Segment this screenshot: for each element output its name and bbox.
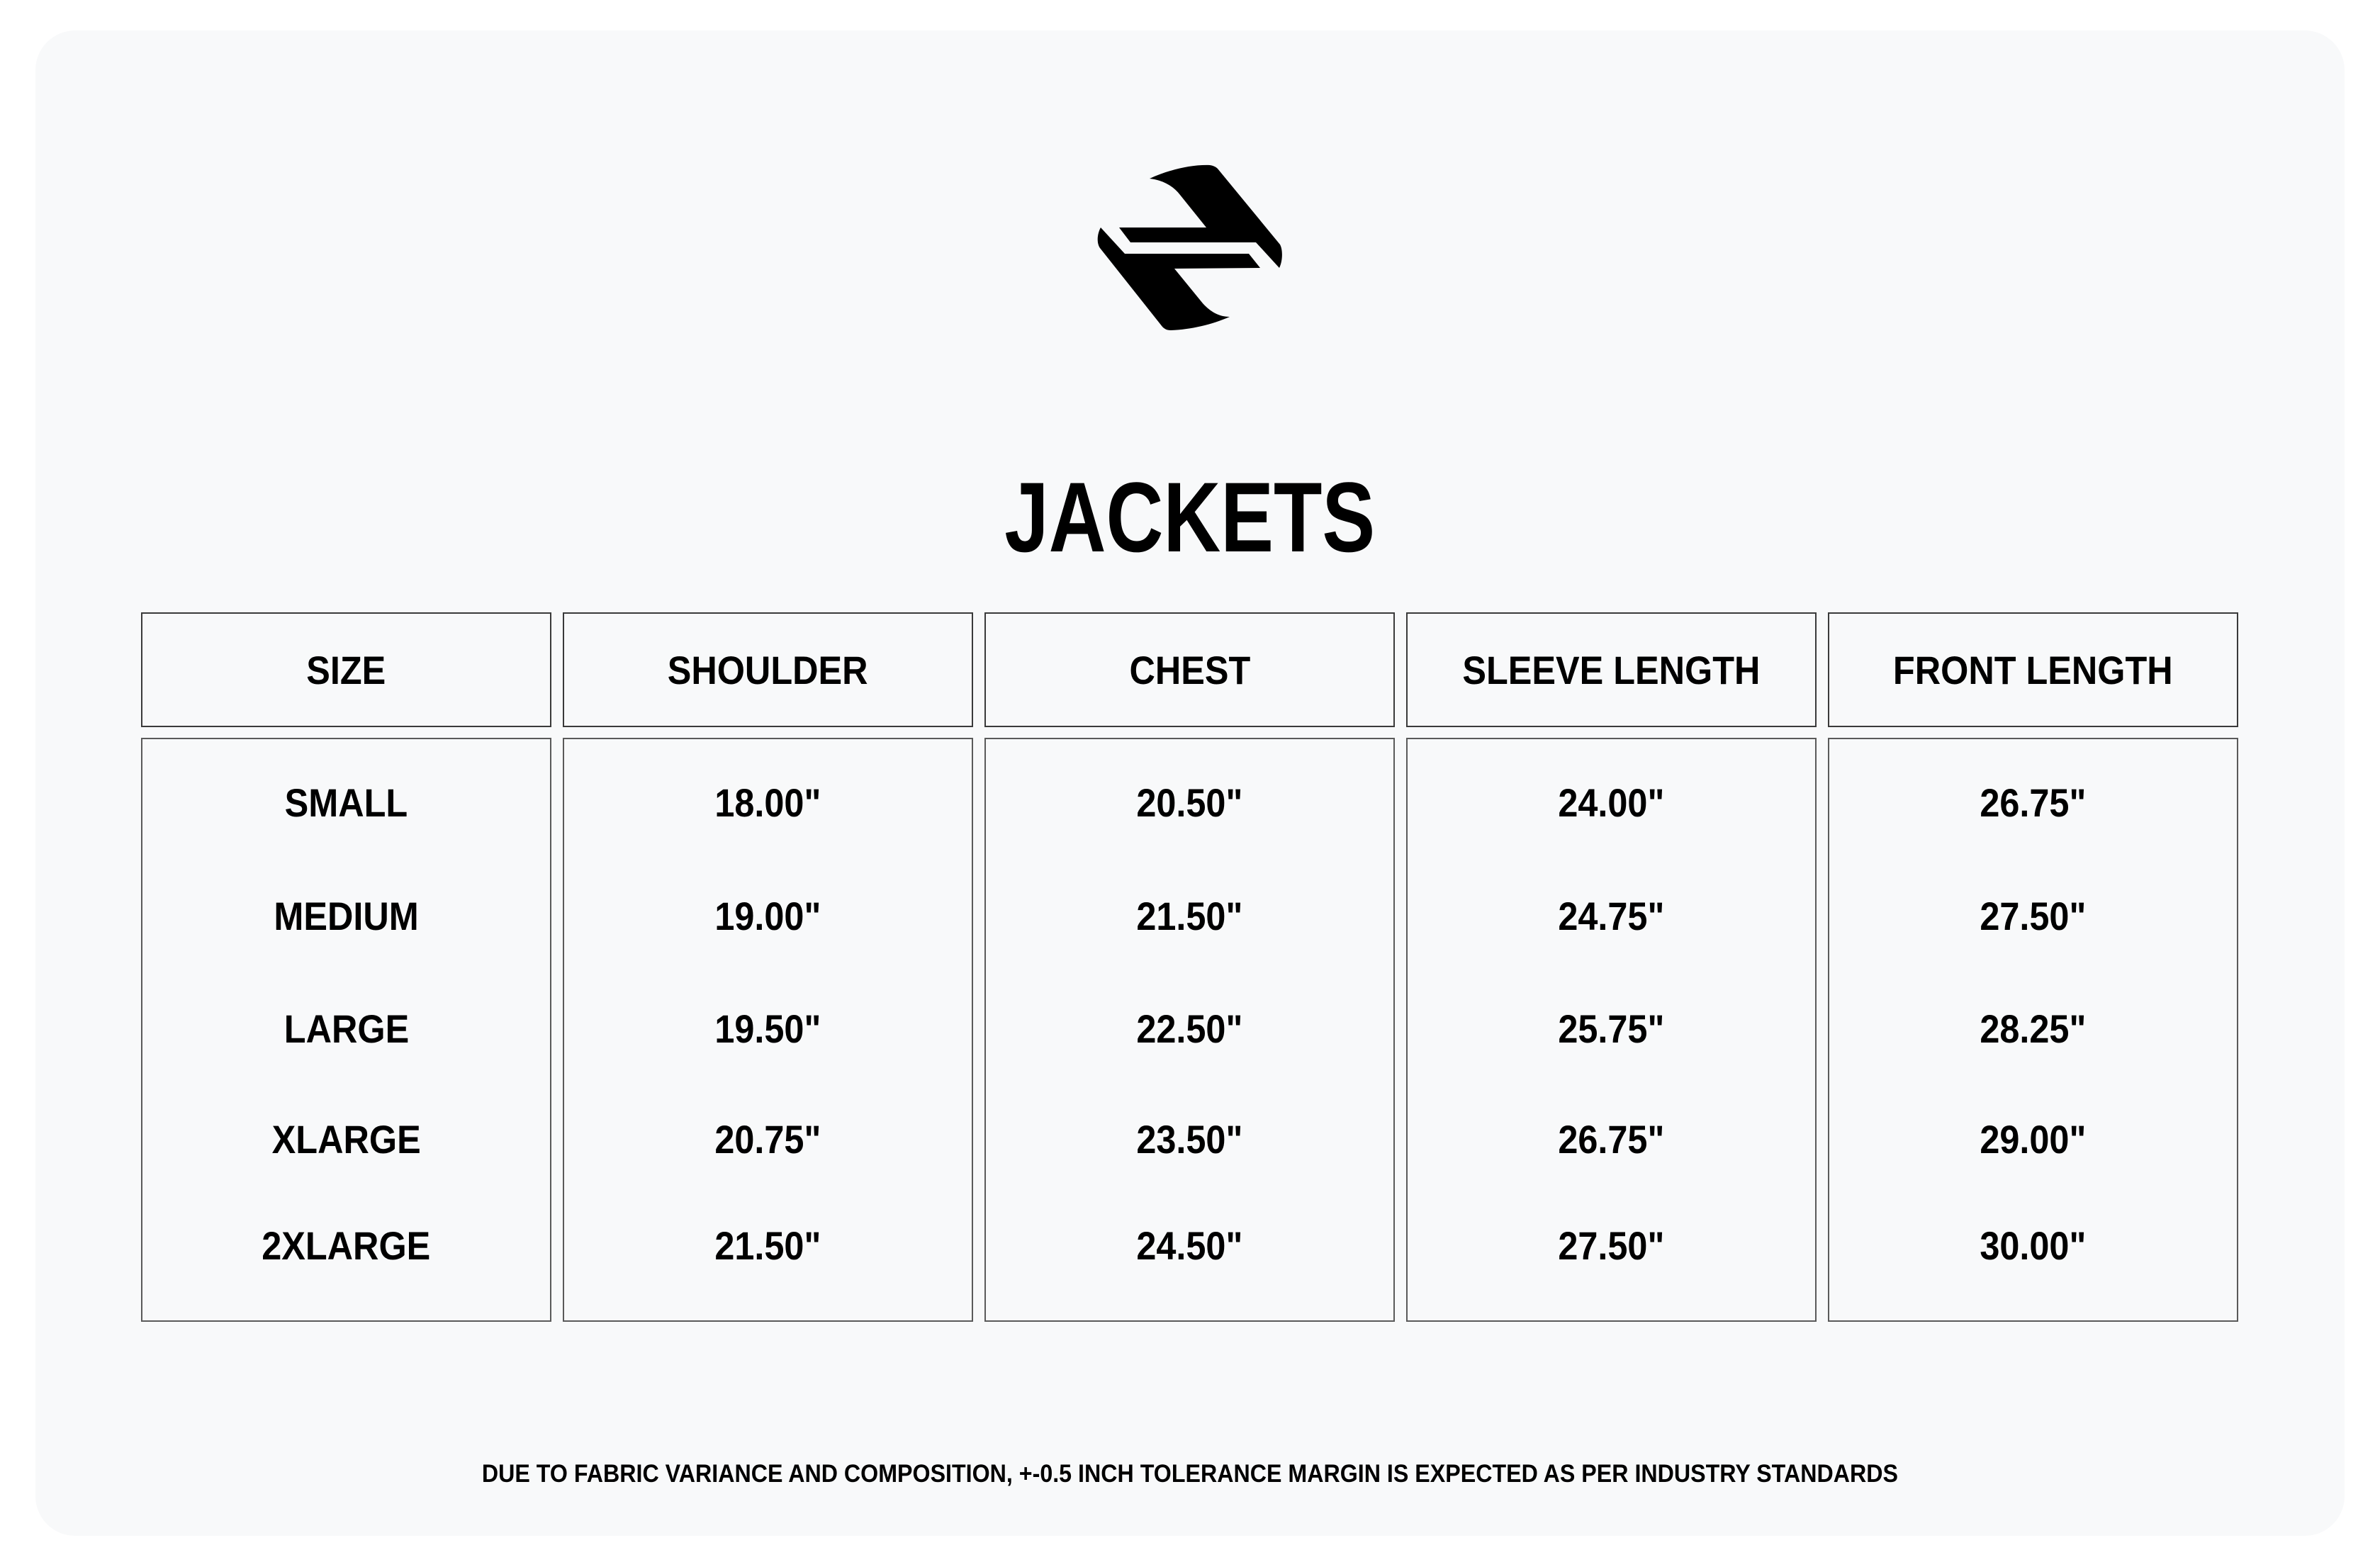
header-label: SLEEVE LENGTH: [1462, 647, 1761, 692]
table-cell: [1829, 1111, 2237, 1168]
table-cell: [1829, 775, 2237, 831]
table-cell: [1408, 1111, 1815, 1168]
table-cell: [564, 888, 972, 945]
table-cell: [1829, 1001, 2237, 1057]
table-cell: [564, 1218, 972, 1274]
table-cell: [142, 1111, 550, 1168]
table-cell: [1408, 1001, 1815, 1057]
measurement-value: 28.25": [1980, 1006, 2087, 1051]
table-cell: [1829, 888, 2237, 945]
measurement-value: 26.75": [1558, 1117, 1665, 1162]
page-title: [0, 461, 2380, 574]
table-cell: [564, 775, 972, 831]
table-cell: [1829, 1218, 2237, 1274]
table-cell: [142, 1001, 550, 1057]
measurement-value: 25.75": [1558, 1006, 1665, 1051]
table-cell: [1408, 888, 1815, 945]
measurement-value: 24.75": [1558, 894, 1665, 938]
column-front-length: [1828, 738, 2238, 1322]
header-cell-shoulder: [563, 612, 973, 727]
measurement-value: 18.00": [714, 780, 821, 825]
measurement-value: 24.50": [1136, 1223, 1243, 1268]
header-cell-size: [141, 612, 551, 727]
measurement-value: 30.00": [1980, 1223, 2087, 1268]
header-cell-sleeve-length: [1406, 612, 1817, 727]
column-chest: [984, 738, 1395, 1322]
column-size: [141, 738, 551, 1322]
size-label: 2XLARGE: [262, 1223, 431, 1268]
table-cell: [986, 1111, 1393, 1168]
table-cell: [142, 775, 550, 831]
header-label: SHOULDER: [668, 647, 868, 692]
measurement-value: 21.50": [1136, 894, 1243, 938]
measurement-value: 20.50": [1136, 780, 1243, 825]
measurement-value: 19.50": [714, 1006, 821, 1051]
table-cell: [986, 1218, 1393, 1274]
table-cell: [564, 1001, 972, 1057]
header-cell-chest: [984, 612, 1395, 727]
column-shoulder: [563, 738, 973, 1322]
table-cell: [986, 1001, 1393, 1057]
measurement-value: 26.75": [1980, 780, 2087, 825]
table-cell: [142, 1218, 550, 1274]
column-sleeve-length: [1406, 738, 1817, 1322]
header-label: CHEST: [1129, 647, 1250, 692]
table-cell: [986, 888, 1393, 945]
table-cell: [564, 1111, 972, 1168]
page-title-text: JACKETS: [1004, 461, 1376, 573]
measurement-value: 29.00": [1980, 1117, 2087, 1162]
header-label: SIZE: [306, 647, 386, 692]
measurement-value: 27.50": [1558, 1223, 1665, 1268]
measurement-value: 22.50": [1136, 1006, 1243, 1051]
size-label: LARGE: [284, 1006, 409, 1051]
measurement-value: 24.00": [1558, 780, 1665, 825]
header-label: FRONT LENGTH: [1893, 647, 2173, 692]
measurement-value: 27.50": [1980, 894, 2087, 938]
size-label: MEDIUM: [274, 894, 419, 938]
size-label: SMALL: [284, 780, 408, 825]
table-cell: [142, 888, 550, 945]
measurement-value: 21.50": [714, 1223, 821, 1268]
measurement-value: 23.50": [1136, 1117, 1243, 1162]
size-label: XLARGE: [271, 1117, 421, 1162]
tolerance-note: [0, 1459, 2380, 1490]
tolerance-note-text: DUE TO FABRIC VARIANCE AND COMPOSITION, +-0.5 INCH TOLERANCE MARGIN IS EXPECTED AS PER INDUSTRY STANDARDS: [481, 1460, 1899, 1488]
header-cell-front-length: [1828, 612, 2238, 727]
table-cell: [1408, 1218, 1815, 1274]
measurement-value: 19.00": [714, 894, 821, 938]
table-cell: [1408, 775, 1815, 831]
measurement-value: 20.75": [714, 1117, 821, 1162]
table-cell: [986, 775, 1393, 831]
